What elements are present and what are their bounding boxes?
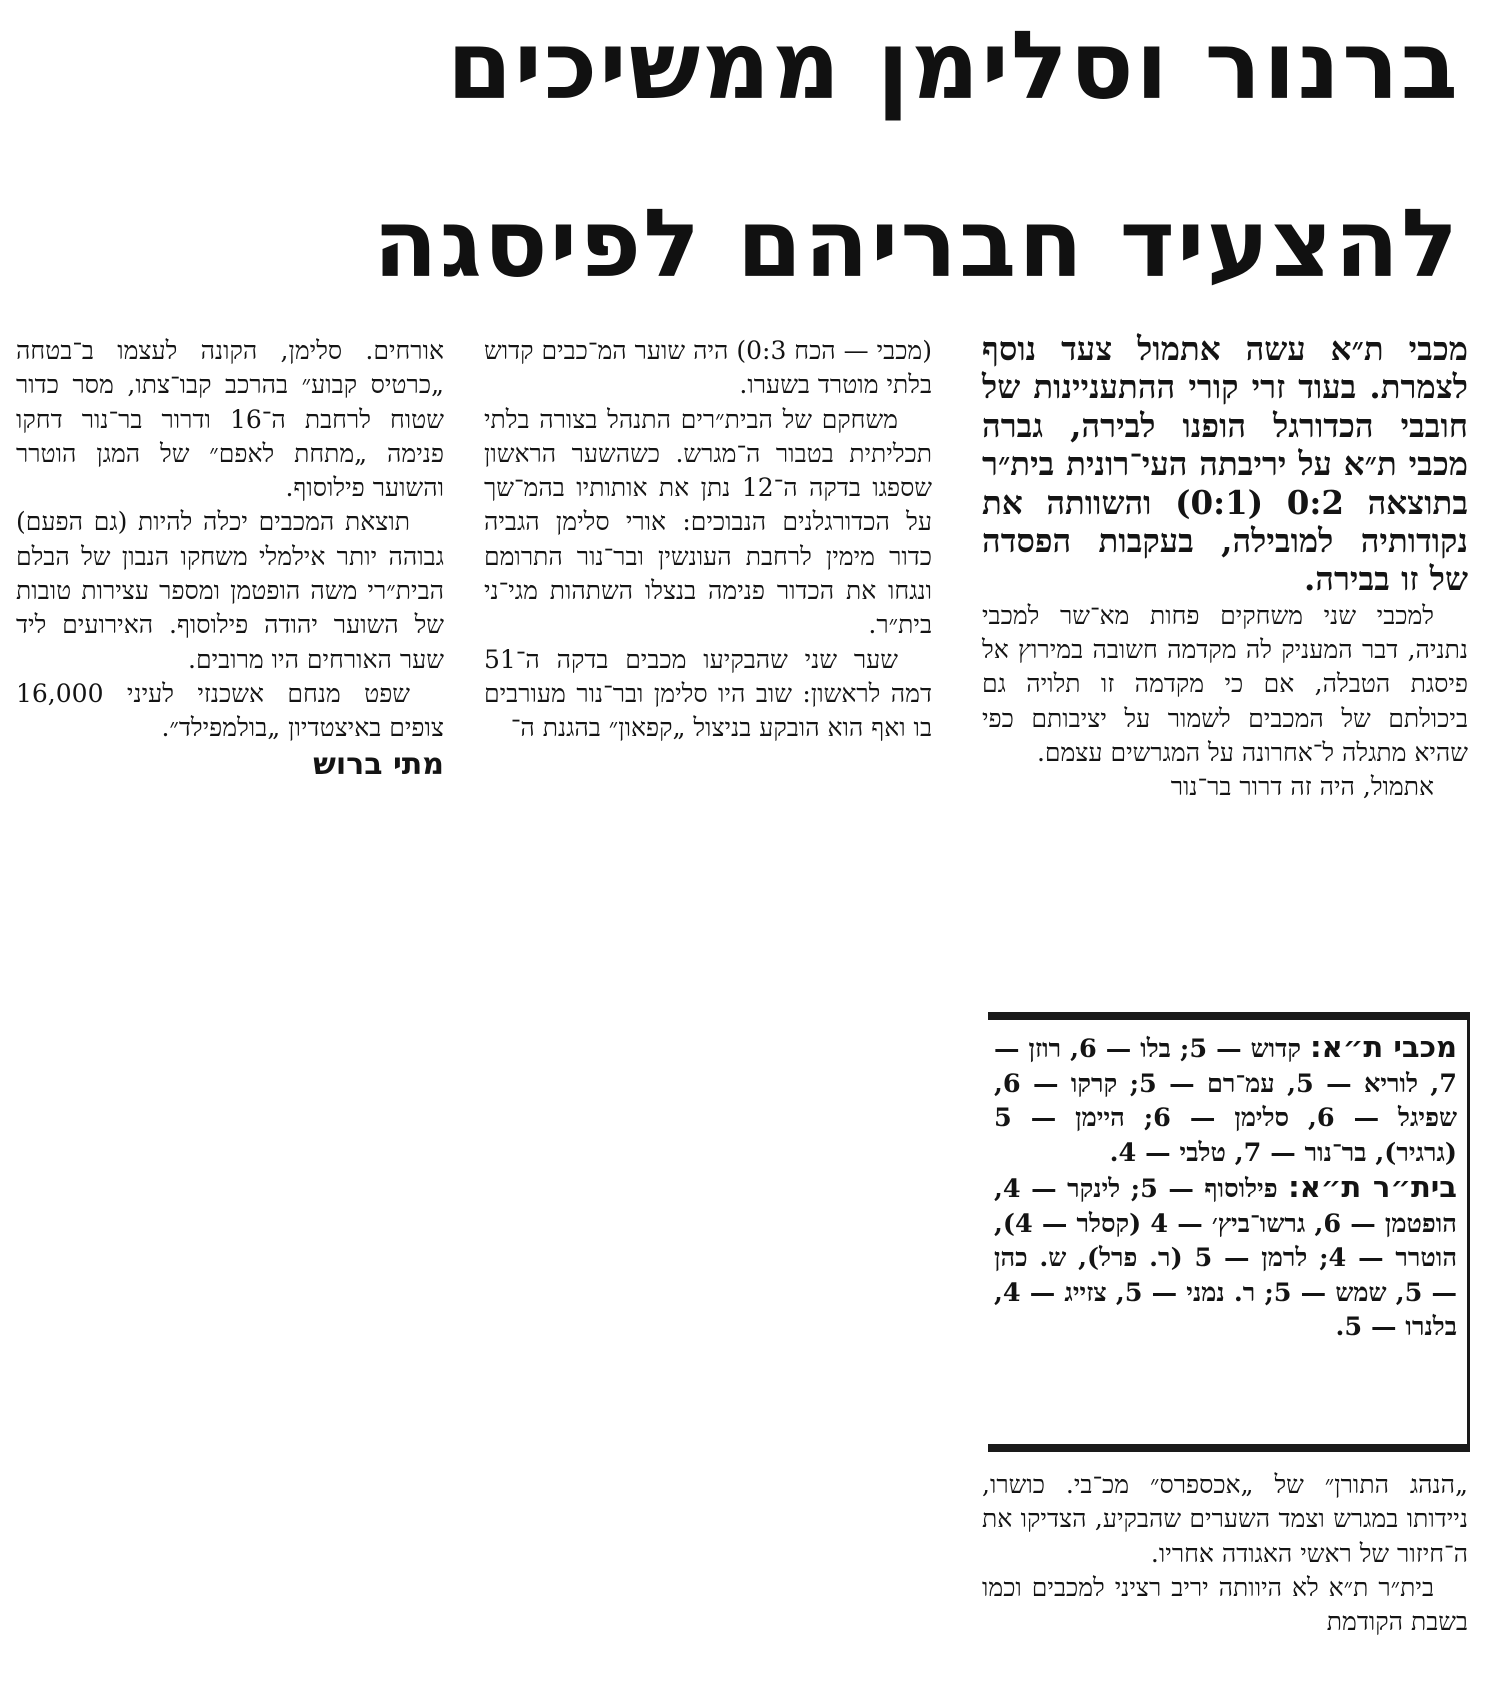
article-column-right-continued	[982, 1468, 1468, 1639]
body-paragraph: „הנהג התורן״ של „אכספרס״ מכ־בי. כושרו, ניידותו במגרש וצמד השערים שהבקיע, הצדיקו את ה־חיזור של ראשי האגודה אחריו.	[982, 1470, 1468, 1568]
body-paragraph: למכבי שני משחקים פחות מא־שר למכבי נתניה, דבר המעניק לה מקדמה חשובה במירוץ אל פיסגת הטבלה, אם כי מקדמה זו תלויה גם ביכולתם של המכבים לשמור על יציבותם כפי שהיא מתגלה ל־אחרונה על המגרשים עצמם.	[982, 600, 1468, 768]
team-lineups-box	[988, 1012, 1470, 1452]
body-paragraph: אתמול, היה זה דרור בר־נור	[1170, 772, 1434, 802]
team-players: פילוסוף — 5; לינקר — 4, הופטמן — 6, גרשו־ביץ׳ — 4 (קסלר — 4), הוטרר — 4; לרמן — 5 (ר. פרל), ש. כהן — 5, שמש — 5; ר. נמני — 5, צזייג — 4, בלנרו — 5.	[994, 1174, 1457, 1342]
article-column-right	[982, 330, 1468, 805]
body-paragraph: (מכבי — הכח 0:3) היה שוער המ־כבים קדוש בלתי מוטרד בשערו.	[484, 336, 932, 400]
body-paragraph: אורחים. סלימן, הקונה לעצמו ב־בטחה „כרטיס קבוע״ בהרכב קבו־צתו, מסר כדור שטוח לרחבת ה־16 ודרור בר־נור דחקו פנימה „מתחת לאפם״ של המגן הוטרר והשוער פילוסוף.	[16, 336, 444, 503]
lineup-team-1	[994, 1030, 1457, 1170]
body-paragraph: משחקם של הבית״רים התנהל בצורה בלתי תכליתית בטבור ה־מגרש. כשהשער הראשון שספגו בדקה ה־12 נתן את אותותיו בהמ־שך על הכדורגלנים הנבוכים: אורי סלימן הגביה כדור מימין לרחבת העונשין ובר־נור התרומם ונגחו את הכדור פנימה בנצלו השתהות מגי־ני בית״ר.	[484, 404, 933, 640]
body-paragraph: שפט מנחם אשכנזי לעיני 16,000 צופים באיצטדיון „בולמפילד״.	[16, 678, 444, 743]
headline-line-2: להצעיד חבריהם לפיסגה	[373, 190, 1460, 299]
lineup-team-2	[994, 1170, 1457, 1345]
team-name: מכבי ת״א:	[1310, 1030, 1457, 1064]
body-paragraph: תוצאת המכבים יכלה להיות (גם הפעם) גבוהה יותר אילמלי משחקו הנבון של הבלם הבית״רי משה הופטמן ומספר עצירות טובות של השוער יהודה פילוסוף. האירועים ליד שער האורחים היו מרובים.	[16, 507, 444, 674]
team-players: קדוש — 5; בלו — 6, רוזן — 7, לוריא — 5, עמ־רם — 5; קרקו — 6, שפיגל — 6, סלימן — 6; היימן — 5 (גרגיר), בר־נור — 7, טלבי — 4.	[994, 1034, 1457, 1168]
article-column-middle	[484, 334, 932, 746]
headline-line-1: ברנור וסלימן ממשיכים	[446, 12, 1460, 121]
author-byline: מתי ברוש	[313, 746, 444, 782]
team-name: בית״ר ת״א:	[1288, 1170, 1457, 1204]
body-paragraph: שער שני שהבקיעו מכבים בדקה ה־51 דמה לראשון: שוב היו סלימן ובר־נור מעורבים בו ואף הוא הובקע בניצול „קפאון״ בהגנת ה־	[484, 644, 932, 743]
lead-paragraph: מכבי ת״א עשה אתמול צעד נוסף לצמרת. בעוד זרי קורי ההתעניינות של חובבי הכדורגל הופנו לבירה, גברה מכבי ת״א על יריבתה העי־רונית בית״ר בתוצאה 0:2 (0:1) והשוותה את נקודותיה למובילה, בעקבות הפסדה של זו בבירה.	[982, 329, 1468, 599]
article-column-left	[16, 334, 444, 784]
body-paragraph: בית״ר ת״א לא היוותה יריב רציני למכבים וכמו בשבת הקודמת	[982, 1572, 1468, 1637]
